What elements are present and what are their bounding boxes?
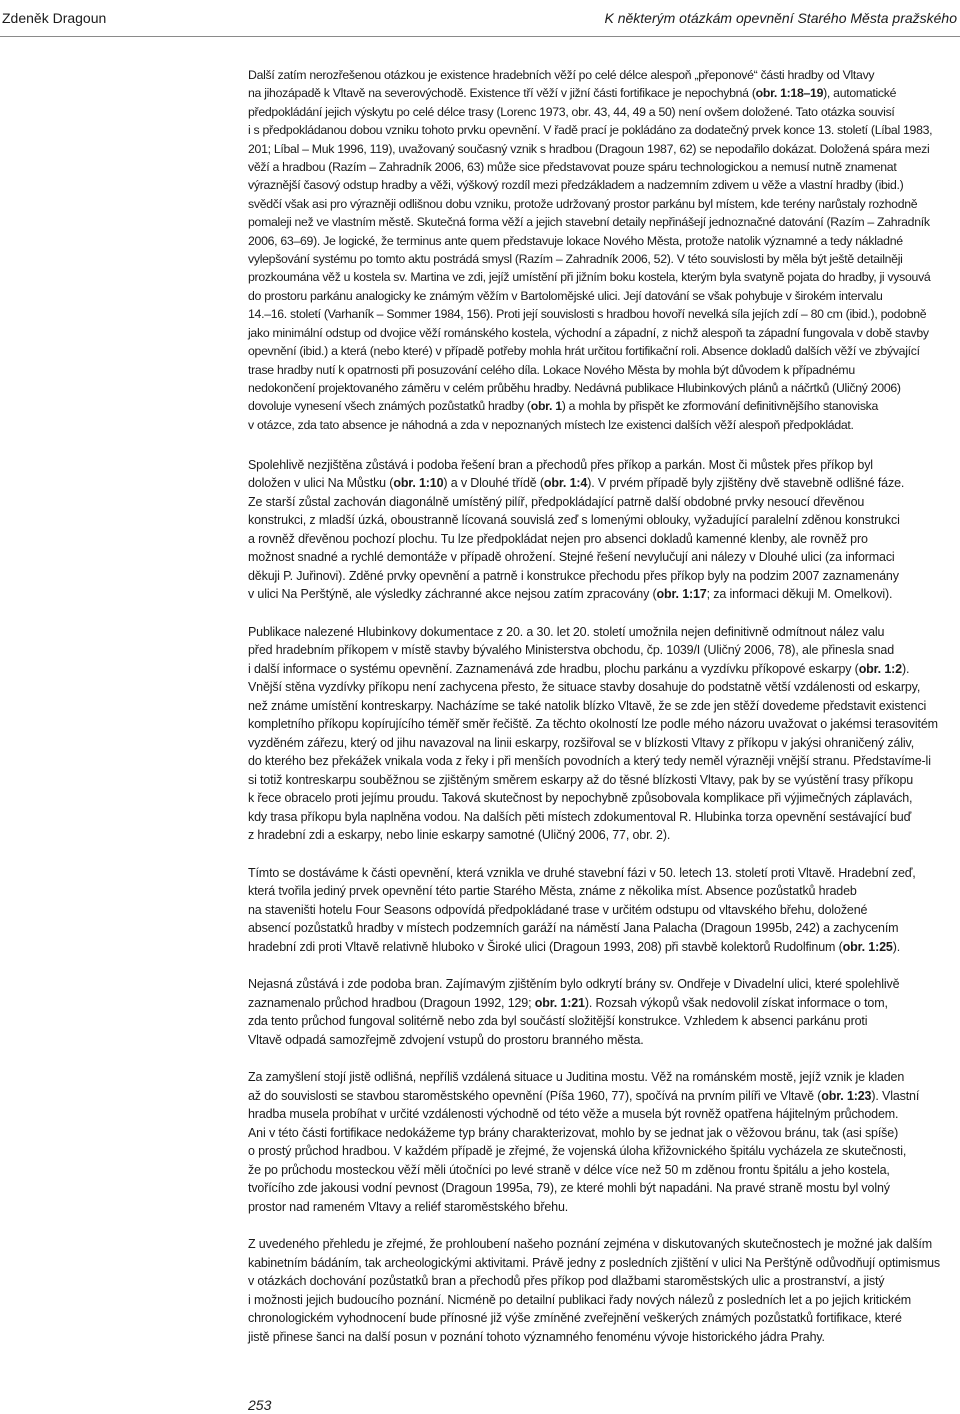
- text-line: [248, 752, 940, 771]
- line-text: [248, 511, 900, 530]
- text-line: [248, 548, 940, 567]
- line-text: [248, 379, 901, 397]
- text-segment: která tvořila jediný prvek opevnění této partie Starého Města, známe z několika míst. Absence pozůstatků hradeb: [248, 884, 857, 899]
- line-text: [248, 1124, 898, 1143]
- text-segment: věží a hradbou (Razím – Zahradník 2006, 63) může sice představovat pouze spáru technologickou a nemusí nutně znamenat: [248, 160, 897, 175]
- line-text: [248, 808, 911, 827]
- line-text: [248, 1309, 902, 1328]
- text-segment: děkuji P. Juřinovi). Zděné prvky opevnění a patrně i konstrukce přechodu přes příkop byly na podzim 2007 zaznamenány: [248, 568, 899, 583]
- text-line: [248, 864, 940, 883]
- text-line: [248, 1272, 940, 1291]
- text-segment: prozkoumána věž u kostela sv. Martina ve zdi, jejíž umístění při jižním boku kostela, kterým byla svatyně pojata do hradby, ji vysouvá: [248, 270, 931, 285]
- paragraph: [248, 1068, 940, 1216]
- text-line: [248, 901, 940, 920]
- text-line: [248, 1328, 940, 1347]
- text-segment: jako minimální odstup od dvojice věží románského kostela, východní a západní, z nichž alespoň ta západní fungovala v době stavby: [248, 325, 929, 340]
- text-segment: ).: [901, 661, 910, 676]
- text-line: [248, 1161, 940, 1180]
- page-number: 253: [248, 1397, 272, 1413]
- line-text: [248, 548, 895, 567]
- text-segment: ; za informaci děkuji M. Omelkovi).: [706, 587, 893, 602]
- running-header: [0, 0, 960, 37]
- line-text: [248, 789, 912, 808]
- line-text: [248, 250, 903, 268]
- line-text: [248, 771, 913, 790]
- line-text: [248, 864, 916, 883]
- text-segment: kompletního příkopu kopírujícího téměř směr řečiště. Za těchto okolností lze podle mého názoru uvažovat o jakémsi terasovitém: [248, 717, 938, 732]
- text-segment: i další informace o systému opevnění. Zaznamenává zde hradbu, plochu parkánu a vyzdívku příkopové eskarpy (: [248, 661, 859, 676]
- line-text: [248, 1142, 906, 1161]
- text-line: [248, 474, 940, 493]
- text-segment: možnost snadné a rychlé demontáže v případě ohrožení. Stejné řešení nevylučují ani nálezy v Dlouhé ulici (za informaci: [248, 550, 895, 565]
- text-segment: vyzděném zářezu, který od jihu navazoval na linii eskarpy, rozšiřoval se v blízkosti Vltavy z příkopu v jakýsi ohraničený záliv,: [248, 735, 915, 750]
- figure-reference: obr. 1:10: [393, 476, 444, 491]
- text-segment: do prostoru parkánu analogicky ke známým věžím v Bartolomějské ulici. Její datování se však pohybuje v širokém intervalu: [248, 288, 883, 303]
- text-segment: dovoluje vynesení všech známých pozůstatků hradby (: [248, 399, 531, 414]
- line-text: [248, 140, 929, 158]
- paragraph: [248, 864, 940, 957]
- text-line: [248, 342, 940, 360]
- text-line: [248, 268, 940, 286]
- text-line: [248, 1291, 940, 1310]
- text-line: [248, 808, 940, 827]
- text-line: [248, 158, 940, 176]
- text-segment: Další zatím nerozřešenou otázkou je existence hradebních věží po celé délce alespoň „přeponové“ části hradby od Vltavy: [248, 68, 875, 82]
- text-line: [248, 511, 940, 530]
- header-rule: [0, 36, 960, 37]
- text-line: [248, 734, 940, 753]
- text-line: [248, 994, 940, 1013]
- text-segment: prostor nad rameném Vltavy a reliéf staroměstského břehu.: [248, 1199, 569, 1214]
- text-segment: kabinetním bádáním, tak archeologickými aktivitami. Právě jedny z posledních zjištění v ulici Na Perštýně odůvodňují optimismus: [248, 1255, 940, 1270]
- figure-reference: obr. 1:4: [543, 476, 588, 491]
- text-segment: hradební zdi proti Vltavě relativně hluboko v Široké ulici (Dragoun 1993, 208) při stavbě kolektorů Rudolfinum (: [248, 939, 843, 954]
- text-line: [248, 287, 940, 305]
- article-body: [248, 66, 940, 1346]
- text-segment: Ani v této části fortifikace nedokážeme typ brány charakterizovat, mohlo by se jednat jak o věžovou bránu, tak (asi spíše): [248, 1125, 899, 1140]
- text-segment: tvořícího zde jakousi vodní pevnost (Dragoun 1995a, 79), ze které mohli být napadáni. Na pravé straně mostu byl volný: [248, 1181, 890, 1196]
- line-text: [248, 213, 930, 231]
- text-line: [248, 232, 940, 250]
- line-text: [248, 1328, 825, 1347]
- line-text: [248, 882, 857, 901]
- line-text: [248, 1291, 911, 1310]
- line-text: [248, 121, 932, 139]
- line-text: [248, 715, 938, 734]
- figure-reference: obr. 1:25: [842, 939, 893, 954]
- text-segment: Ze starší zůstal zachován diagonálně umístěný pilíř, předpokládající patrně další obdobné prvky nesoucí dřevěnou: [248, 494, 865, 509]
- line-text: [248, 103, 895, 121]
- line-text: [248, 994, 888, 1013]
- text-line: [248, 103, 940, 121]
- text-line: [248, 66, 940, 84]
- line-text: [248, 901, 867, 920]
- line-text: [248, 1105, 898, 1124]
- text-line: [248, 567, 940, 586]
- text-line: [248, 771, 940, 790]
- figure-reference: obr. 1:2: [858, 661, 902, 676]
- line-text: [248, 287, 883, 305]
- line-text: [248, 660, 909, 679]
- text-line: [248, 416, 940, 434]
- text-line: [248, 660, 940, 679]
- text-line: [248, 1105, 940, 1124]
- text-line: [248, 697, 940, 716]
- text-line: [248, 789, 940, 808]
- text-line: [248, 324, 940, 342]
- line-text: [248, 397, 878, 415]
- text-line: [248, 530, 940, 549]
- text-line: [248, 1068, 940, 1087]
- text-line: [248, 715, 940, 734]
- text-segment: a rovněž dřevěnou pochozí plochu. Tu lze předpokládat nejen pro absenci dokladů kamenné klenby, ale rovněž pro: [248, 531, 868, 546]
- text-segment: předpokládání jejich výskytu po celé délce trasy (Lorenc 1973, obr. 43, 44, 49 a 50) není ovšem doložené. Tato otázka souvisí: [248, 104, 895, 119]
- line-text: [248, 697, 926, 716]
- text-segment: až do souvislosti se stavbou staroměstského opevnění (Píša 1960, 77), spočívá na prvním pilíři ve Vltavě (: [248, 1088, 822, 1103]
- text-segment: že po průchodu mosteckou věží měli útočníci po levé straně v délce více než 50 m zděnou frontu špitálu a jeho kostela,: [248, 1162, 890, 1177]
- line-text: [248, 585, 892, 604]
- text-segment: pomaleji než ve vlastním městě. Skutečná forma věží a jejich stavební detaily nepřinášejí jednoznačné datování (Razím – Zahradník: [248, 215, 930, 230]
- text-segment: kdy trasa příkopu byla naplněna vodou. Na dalších pěti místech zdokumentoval R. Hlubinka torza opevnění sestávající buď: [248, 809, 912, 824]
- text-segment: před hradebním příkopem v místě stavby bývalého Ministerstva obchodu, čp. 1039/I (Uličný 2006, 78), ale přinesla snad: [248, 643, 894, 658]
- text-line: [248, 1142, 940, 1161]
- line-text: [248, 158, 896, 176]
- text-segment: Z uvedeného přehledu je zřejmé, že prohloubení našeho poznání zejména v diskutovaných skutečnostech je možné jak dalším: [248, 1237, 932, 1252]
- text-segment: na staveništi hotelu Four Seasons odpovídá předpokládané trase v určitém odstupu od vltavského břehu, doložené: [248, 902, 868, 917]
- text-line: [248, 1254, 940, 1273]
- line-text: [248, 826, 670, 845]
- text-segment: Nejasná zůstává i zde podoba bran. Zajímavým zjištěním bylo odkrytí brány sv. Ondřeje v Divadelní ulici, které spolehlivě: [248, 977, 900, 992]
- text-segment: k řece obracelo proti jejímu proudu. Taková skutečnost by nepochybně způsobovala komplikace při výjimečných záplavách,: [248, 791, 913, 806]
- line-text: [248, 195, 917, 213]
- line-text: [248, 919, 898, 938]
- line-text: [248, 1272, 884, 1291]
- text-segment: 2006, 63–69). Je logické, že terminus ante quem představuje lokace Nového Města, protože natolik významné a tedy nákladné: [248, 233, 903, 248]
- text-segment: Vnější stěna vyzdívky příkopu není zachycena přesto, že situace stavby dosahuje do podstatně větší vzdálenosti od eskarpy,: [248, 680, 921, 695]
- text-line: [248, 456, 940, 475]
- figure-reference: obr. 1:23: [821, 1088, 872, 1103]
- text-line: [248, 882, 940, 901]
- text-segment: v otázkách dochování pozůstatků bran a přechodů přes příkop pod dlažbami staroměstských ulic a prostranství, a jistý: [248, 1274, 885, 1289]
- line-text: [248, 1012, 867, 1031]
- line-text: [248, 623, 884, 642]
- text-segment: na jihozápadě k Vltavě na severovýchodě. Existence tří věží v jižní části fortifikace je nepochybná (: [248, 86, 756, 101]
- line-text: [248, 1087, 919, 1106]
- text-line: [248, 919, 940, 938]
- line-text: [248, 416, 854, 434]
- text-segment: doložen v ulici Na Můstku (: [248, 476, 394, 491]
- text-segment: než známe umístění kontreskarpy. Nacházíme se také natolik blízko Vltavě, že se zde jen stěží dovedeme představit existenci: [248, 698, 927, 713]
- line-text: [248, 361, 855, 379]
- text-segment: 201; Líbal – Muk 1996, 119), uvažovaný současný vznik s hradbou (Dragoun 1987, 62) se nepodařilo dokázat. Doložená spára mezi: [248, 141, 930, 156]
- text-segment: trase hradby nutí k opatrnosti při posuzování celého díla. Lokace Nového Města by mohla být důvodem k případnému: [248, 362, 855, 377]
- text-line: [248, 623, 940, 642]
- text-line: [248, 938, 940, 957]
- line-text: [248, 84, 896, 102]
- text-line: [248, 1087, 940, 1106]
- text-line: [248, 493, 940, 512]
- header-author: Zdeněk Dragoun: [2, 10, 107, 26]
- text-line: [248, 826, 940, 845]
- text-line: [248, 975, 940, 994]
- text-segment: i s předpokládanou dobou vzniku tohoto prvku opevnění. V řadě prací je pokládáno za dodatečný prvek konce 13. století (Líbal 1983,: [248, 123, 933, 138]
- line-text: [248, 641, 894, 660]
- line-text: [248, 938, 900, 957]
- text-segment: chronologickém vyhodnocení bude přínosné již výše zmíněné zveřejnění veškerých známých pozůstatků fortifikace, které: [248, 1311, 902, 1326]
- paragraph: [248, 623, 940, 845]
- line-text: [248, 752, 931, 771]
- line-text: [248, 734, 914, 753]
- header-title: K některým otázkám opevnění Starého Města pražského: [604, 10, 957, 26]
- line-text: [248, 456, 873, 475]
- text-segment: nedokončení projektovaného záměru v celém průběhu hradby. Nedávná publikace Hlubinkových plánů a náčrtků (Uličný 2006): [248, 380, 901, 395]
- paragraph: [248, 975, 940, 1049]
- text-line: [248, 1031, 940, 1050]
- text-segment: Publikace nalezené Hlubinkovy dokumentace z 20. a 30. let 20. století umožnila nejen definitivně odmítnout nález valu: [248, 624, 885, 639]
- text-segment: Vltavě odpadá samozřejmě zdvojení vstupů do prostoru branného města.: [248, 1032, 644, 1047]
- text-line: [248, 379, 940, 397]
- text-line: [248, 361, 940, 379]
- text-line: [248, 1012, 940, 1031]
- text-segment: ) a v Dlouhé třídě (: [443, 476, 544, 491]
- text-line: [248, 140, 940, 158]
- line-text: [248, 493, 864, 512]
- text-segment: 14.–16. století (Varhaník – Sommer 1984, 156). Proti její souvislosti s hradbou hovoří nevelká síla jejích zdí – 80 cm (ibid.), podobně: [248, 307, 927, 322]
- text-segment: si totiž kontreskarpu souběžnou se zjištěným směrem eskarpy až do těsné blízkosti Vltavy, pak by se vyústění trasy příkopu: [248, 772, 914, 787]
- text-segment: konstrukci, z mladší úzká, oboustranně lícovaná souvislá zeď s lomenými oblouky, vyžadující paralelní zděnou konstrukci: [248, 513, 900, 528]
- text-segment: Spolehlivě nezjištěna zůstává i podoba řešení bran a přechodů přes příkop a parkán. Most či můstek přes příkop byl: [248, 457, 873, 472]
- text-segment: absencí pozůstatků hradby v místech podzemních garáží na náměstí Jana Palacha (Dragoun 1995b, 242) a zachycením: [248, 921, 899, 936]
- text-line: [248, 678, 940, 697]
- line-text: [248, 305, 926, 323]
- line-text: [248, 1254, 940, 1273]
- line-text: [248, 176, 903, 194]
- text-segment: hradba musela probíhat v určité vzdálenosti východně od této věže a musela být rovněž opatřena hájitelným průchodem.: [248, 1107, 899, 1122]
- text-segment: v ulici Na Perštýně, ale výsledky záchranné akce nejsou zatím zpracovány (: [248, 587, 657, 602]
- text-segment: opevnění (ibid.) a která (nebo které) v případě potřeby mohla hrát určitou fortifikační roli. Absence dokladů dalších věží ve zbývající: [248, 344, 920, 359]
- text-line: [248, 305, 940, 323]
- line-text: [248, 342, 920, 360]
- text-line: [248, 1124, 940, 1143]
- line-text: [248, 66, 874, 84]
- figure-reference: obr. 1:17: [656, 587, 707, 602]
- text-line: [248, 1309, 940, 1328]
- text-line: [248, 213, 940, 231]
- paragraph: [248, 66, 940, 434]
- line-text: [248, 232, 903, 250]
- text-segment: i možnosti jejich budoucího poznání. Nicméně po detailní publikaci řady nových nálezů z posledních let a po jejich kritickém: [248, 1292, 912, 1307]
- text-segment: do kterého bez překážek vnikala voda z řeky i při menších povodních a který tedy neměl výrazněji vnější stranu. Představíme-li: [248, 754, 931, 769]
- text-segment: svědčí však asi pro výrazněji odlišnou dobu vzniku, protože udržovaný prostor parkánu byl místem, kde terény narůstaly rozhodně: [248, 196, 918, 211]
- line-text: [248, 1235, 932, 1254]
- line-text: [248, 567, 899, 586]
- text-segment: ).: [892, 939, 901, 954]
- text-line: [248, 1235, 940, 1254]
- figure-reference: obr. 1: [530, 399, 562, 414]
- text-line: [248, 397, 940, 415]
- line-text: [248, 530, 868, 549]
- paragraph: [248, 1235, 940, 1346]
- figure-reference: obr. 1:21: [534, 995, 585, 1010]
- text-segment: ). Vlastní: [871, 1088, 920, 1103]
- text-segment: v otázce, zda tato absence je náhodná a zda v nepoznaných místech lze existenci dalších věží alespoň předpokládat.: [248, 417, 854, 432]
- text-segment: ) a mohla by přispět ke zformování definitivnějšího stanoviska: [561, 399, 879, 414]
- text-line: [248, 195, 940, 213]
- text-segment: jistě přinese šanci na další posun v poznání tohoto významného fenoménu vývoje historického jádra Prahy.: [248, 1329, 825, 1344]
- line-text: [248, 975, 899, 994]
- line-text: [248, 324, 929, 342]
- text-segment: Za zamyšlení stojí jistě odlišná, nepříliš vzdálená situace u Juditina mostu. Věž na románském mostě, jejíž vznik je kladen: [248, 1070, 905, 1085]
- text-segment: ). Rozsah výkopů však nedovolil získat informace o tom,: [584, 995, 888, 1010]
- text-line: [248, 585, 940, 604]
- line-text: [248, 474, 904, 493]
- line-text: [248, 1068, 904, 1087]
- text-line: [248, 121, 940, 139]
- text-segment: vylepšování systému po tomto aktu postrádá smysl (Razím – Zahradník 2006, 52). V této souvislosti by měla být ještě detailněji: [248, 252, 903, 267]
- text-segment: zda tento průchod fungoval solitérně nebo zda byl součástí složitější konstrukce. Vzhledem k absenci parkánu proti: [248, 1014, 868, 1029]
- text-segment: Tímto se dostáváme k části opevnění, která vznikla ve druhé stavební fázi v 50. letech 13. století proti Vltavě. Hradební zeď,: [248, 865, 916, 880]
- text-line: [248, 84, 940, 102]
- line-text: [248, 1031, 644, 1050]
- paragraph: [248, 456, 940, 604]
- text-segment: ), automatické: [823, 86, 897, 101]
- line-text: [248, 678, 920, 697]
- text-segment: výraznější časový odstup hradby a věži, výškový rozdíl mezi předzákladem a nadzemním zdivem u věže a vlastní hradby (ibid.): [248, 178, 904, 193]
- text-segment: zaznamenalo průchod hradbou (Dragoun 1992, 129;: [248, 995, 535, 1010]
- text-segment: o prostý průchod hradbou. V každém případě je zřejmé, že vojenská úloha křižovnického špitálu vycházela ze skutečnosti,: [248, 1144, 907, 1159]
- figure-reference: obr. 1:18–19: [755, 86, 824, 101]
- line-text: [248, 1161, 890, 1180]
- text-line: [248, 1198, 940, 1217]
- text-line: [248, 1179, 940, 1198]
- line-text: [248, 268, 930, 286]
- line-text: [248, 1179, 890, 1198]
- line-text: [248, 1198, 568, 1217]
- text-segment: ). V prvém případě byly zjištěny dvě stavebně odlišné fáze.: [587, 476, 905, 491]
- text-segment: z hradební zdi a eskarpy, nebo linie eskarpy samotné (Uličný 2006, 77, obr. 2).: [248, 828, 671, 843]
- text-line: [248, 641, 940, 660]
- text-line: [248, 176, 940, 194]
- text-line: [248, 250, 940, 268]
